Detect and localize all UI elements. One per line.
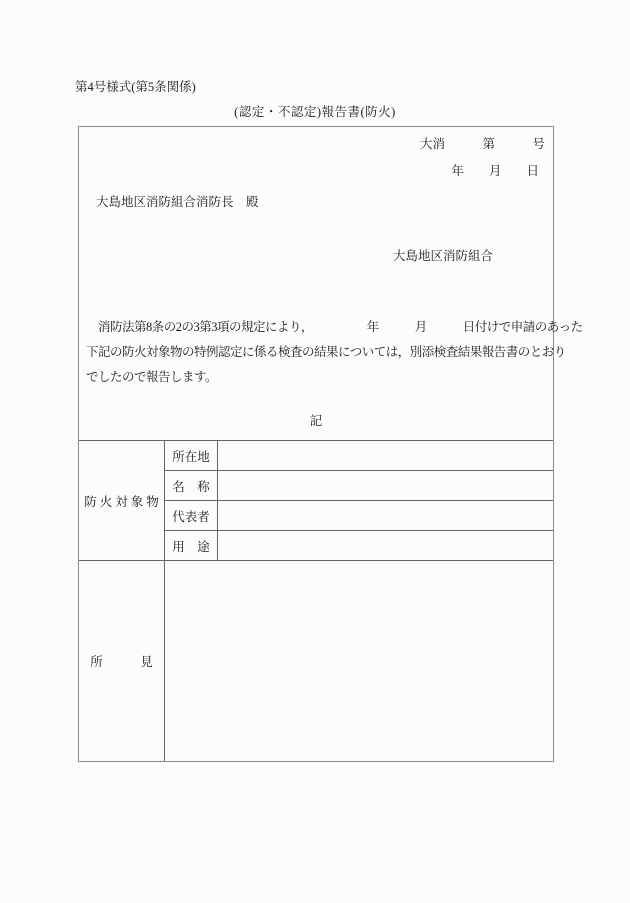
row-value-name [218, 471, 553, 500]
body-line-2: 下記の防火対象物の特例認定に係る検査の結果については，別添検査結果報告書のとおり [86, 345, 566, 359]
body-line-3: でしたので報告します。 [86, 370, 218, 384]
remarks-value-area [165, 561, 553, 761]
remarks-label: 所 見 [90, 655, 153, 669]
body-paragraph [86, 315, 583, 390]
table-label-column [79, 441, 165, 761]
table-row [165, 441, 553, 471]
row-label-name: 名 称 [165, 471, 218, 500]
row-label-use: 用 途 [165, 531, 218, 560]
table-row [165, 471, 553, 501]
table-detail-column [165, 441, 553, 761]
page-title: (認定・不認定)報告書(防火) [234, 105, 396, 119]
section-mark-ki: 記 [309, 414, 323, 428]
row-value-representative [218, 501, 553, 530]
body-line-1: 消防法第8条の2の3第3項の規定により， 年 月 日付けで申請のあった [86, 320, 583, 334]
table-row [165, 501, 553, 531]
row-label-address: 所在地 [165, 441, 218, 470]
date-line: 年 月 日 [451, 164, 539, 178]
form-border-box [78, 126, 583, 762]
row-label-representative: 代表者 [165, 501, 218, 530]
group-label-fire-protection-object: 防火対象物 [79, 441, 164, 561]
table-row [165, 531, 553, 561]
sender-line: 大島地区消防組合 [393, 249, 494, 263]
addressee-line: 大島地区消防組合消防長 殿 [96, 195, 259, 209]
form-number-label: 第4号様式(第5条関係) [75, 80, 196, 94]
row-value-address [218, 441, 553, 470]
document-number-line: 大消 第 号 [419, 137, 545, 151]
row-value-use [218, 531, 553, 560]
record-table [79, 440, 553, 761]
